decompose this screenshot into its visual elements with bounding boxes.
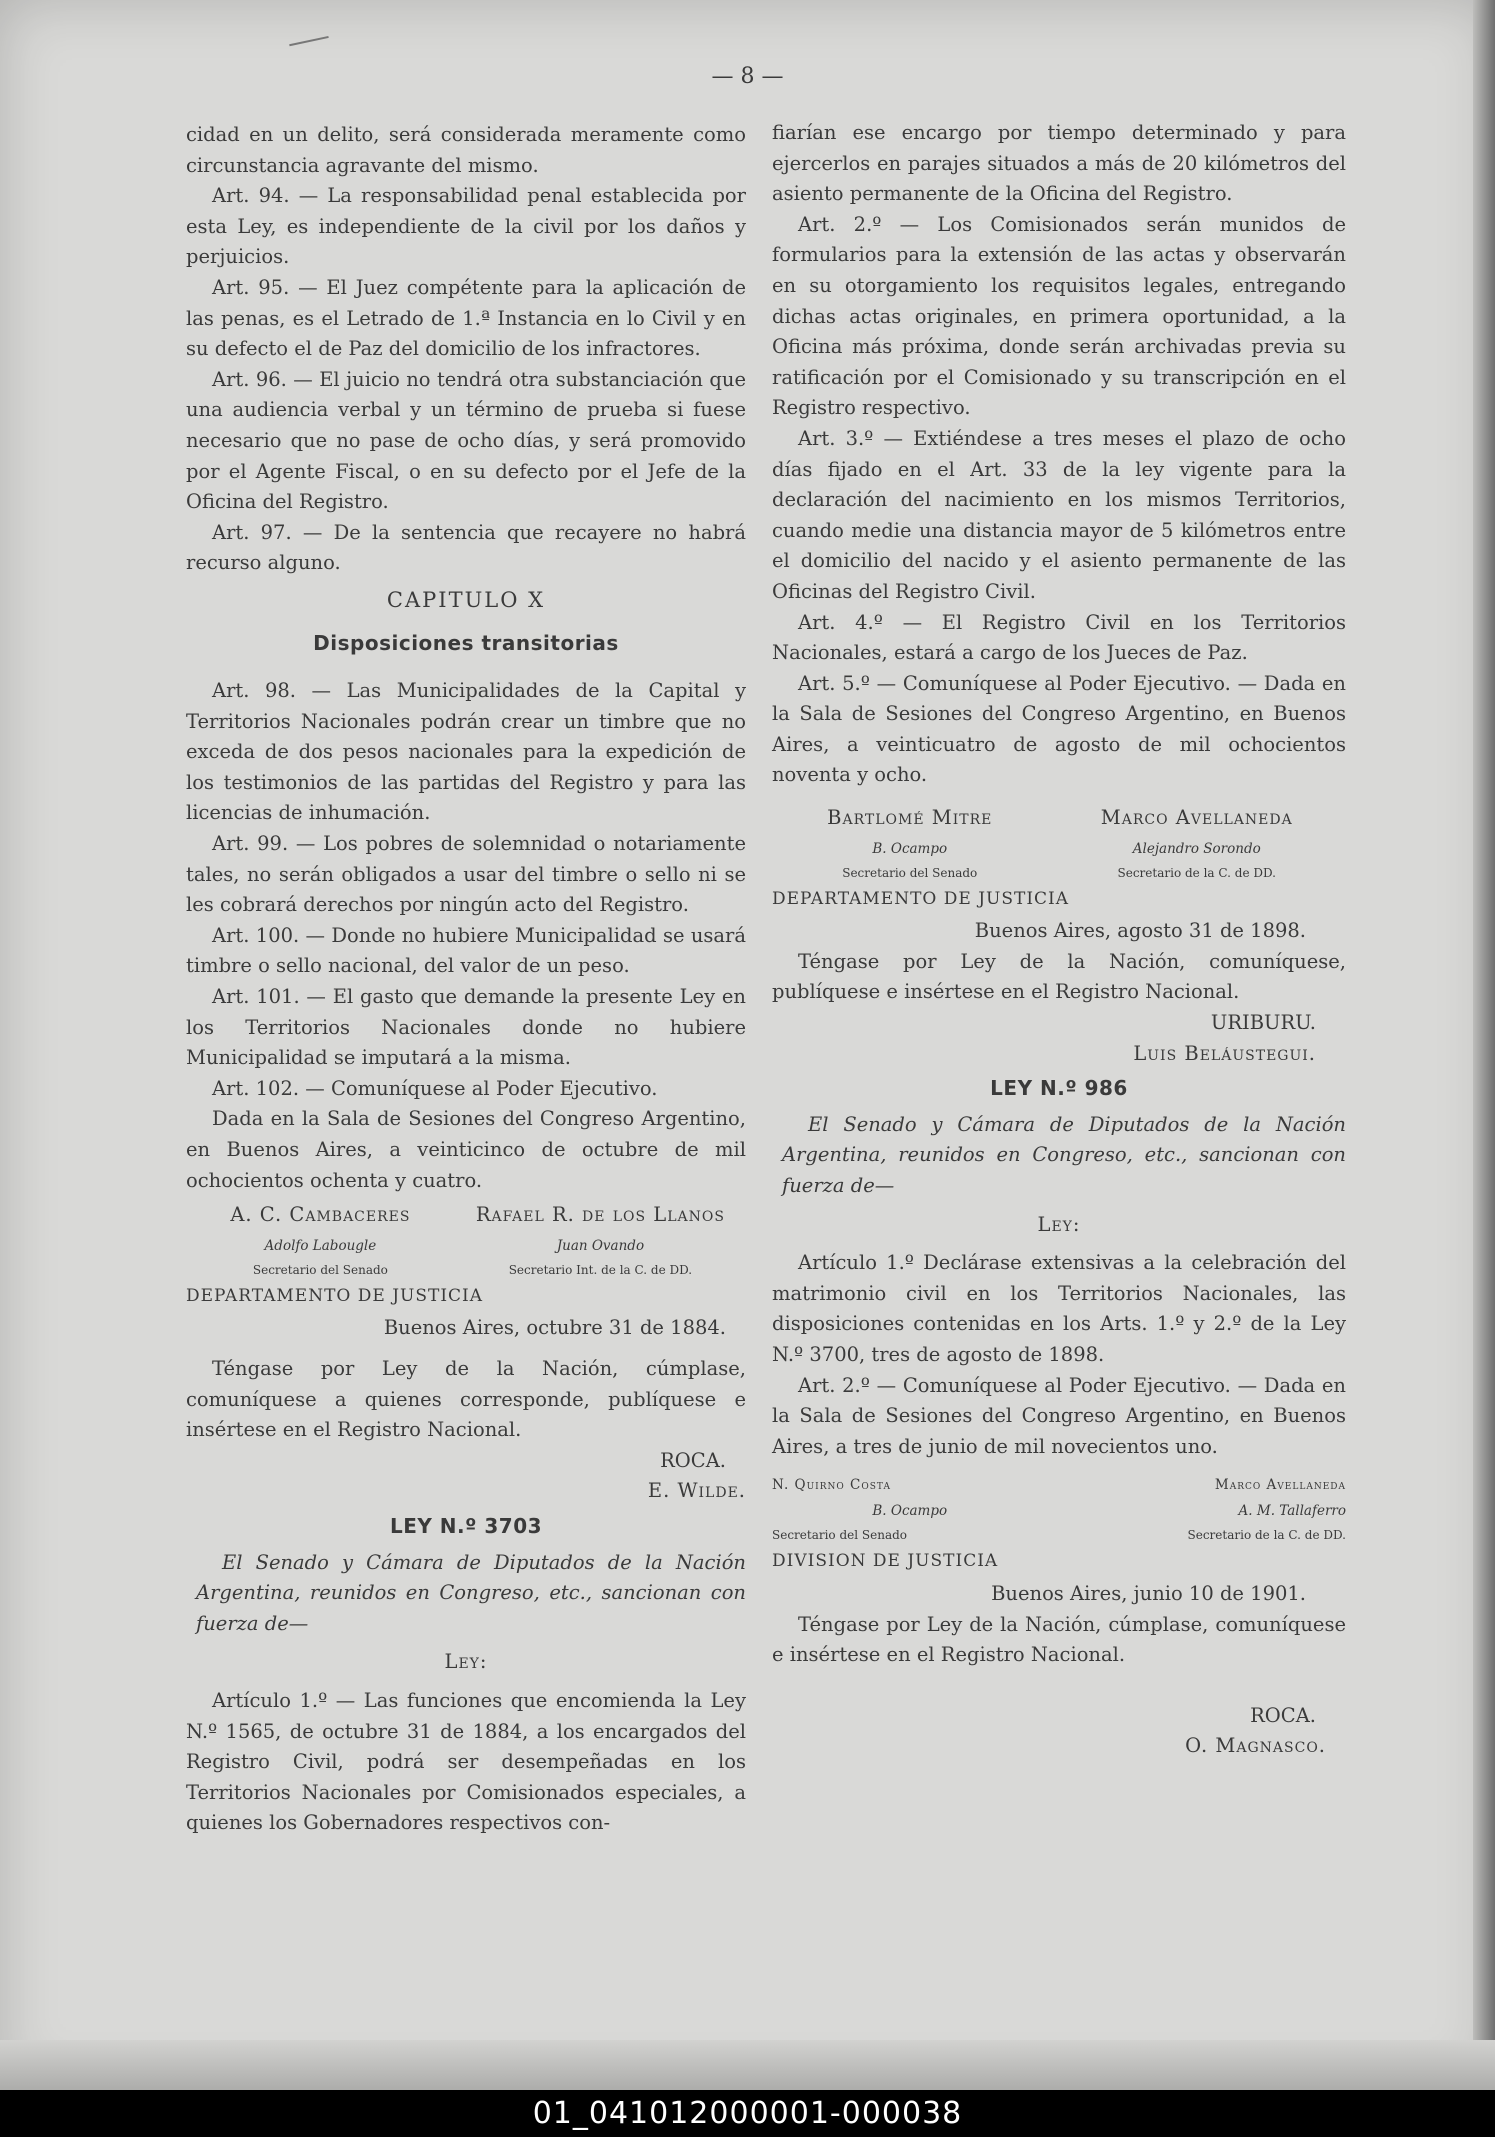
article-96: Art. 96. — El juicio no tendrá otra substanciación que una audiencia verbal y un término de prueba si fuese necesario que no pase de ocho días, y será promovido por el Agente Fiscal, o en su defecto por el Jefe de la Oficina del Registro. <box>186 367 746 514</box>
promulgation-text: Téngase por Ley de la Nación, cúmplase, comuníquese a quienes corresponde, publíquese e insértese en el Registro Nacional. <box>186 1356 746 1442</box>
article-1: Artículo 1.º Declárase extensivas a la celebración del matrimonio civil en los Territorios Nacionales, las disposiciones contenidas en los Arts. 1.º y 2.º de la Ley N.º 3700, tres de agosto de 1898. <box>772 1251 1346 1366</box>
chapter-heading: CAPITULO X <box>386 587 546 612</box>
image-id-label: 01_041012000001-000038 <box>532 2096 963 2131</box>
signature-row <box>772 1526 1346 1544</box>
signature-roca: ROCA. <box>1250 1703 1316 1727</box>
dada-paragraph: Dada en la Sala de Sesiones del Congreso Argentino, en Buenos Aires, a veinticinco de octubre de mil ochocientos ochenta y cuatro. <box>186 1107 746 1192</box>
secretary-name: Juan Ovando <box>556 1237 645 1254</box>
signature-row <box>186 1235 746 1257</box>
promulgation-text: Téngase por Ley de la Nación, cúmplase, comuníquese e insértese en el Registro Nacional. <box>772 1612 1346 1667</box>
date-line: Buenos Aires, agosto 31 de 1898. <box>974 919 1306 943</box>
left-column <box>186 120 746 1839</box>
signature-name: Bartlomé Mitre <box>827 806 993 830</box>
secretary-name: B. Ocampo <box>872 1503 948 1520</box>
secretary-title: Secretario de la C. de DD. <box>1117 865 1276 880</box>
paragraph: cidad en un delito, será considerada meramente como circunstancia agravante del mismo. <box>186 123 746 177</box>
secretary-name: B. Ocampo <box>872 840 948 857</box>
law-title: LEY N.º 986 <box>990 1076 1128 1101</box>
secretary-title: Secretario Int. de la C. de DD. <box>508 1262 693 1277</box>
date-line: Buenos Aires, junio 10 de 1901. <box>991 1581 1306 1605</box>
law-preamble: El Senado y Cámara de Diputados de la Nación Argentina, reunidos en Congreso, etc., sancionan con fuerza de— <box>196 1550 746 1635</box>
signature-roca: ROCA. <box>660 1448 726 1472</box>
secretary-name: A. M. Tallaferro <box>1238 1503 1346 1520</box>
article-2b: Art. 2.º — Comuníquese al Poder Ejecutivo. — Dada en la Sala de Sesiones del Congreso Argentino, en Buenos Aires, a tres de junio de mil novecientos uno. <box>772 1373 1346 1458</box>
signature-wilde: E. Wilde. <box>647 1479 746 1503</box>
signature-row <box>186 1200 746 1231</box>
page-bottom-edge <box>0 2040 1495 2095</box>
article-100: Art. 100. — Donde no hubiere Municipalidad se usará timbre o sello nacional, del valor de un peso. <box>186 923 746 978</box>
page-edge <box>1473 0 1495 2090</box>
signature-row <box>772 1500 1346 1522</box>
secretary-title: Secretario de la C. de DD. <box>1187 1528 1346 1543</box>
page-number: — 8 — <box>711 64 784 89</box>
article-2: Art. 2.º — Los Comisionados serán munidos de formularios para la extensión de las actas y observarán en su otorgamiento los requisitos legales, entregando dichas actas originales, en primera oportunidad, a la Oficina más próxima, donde serán archivadas previa su ratificación por el Comisionado y su transcripción en el Registro respectivo. <box>772 212 1346 420</box>
signature-name: Rafael R. de los Llanos <box>475 1203 725 1227</box>
right-column <box>772 118 1346 1762</box>
law-title: LEY N.º 3703 <box>389 1513 543 1538</box>
secretary-name: Alejandro Sorondo <box>1132 840 1261 857</box>
law-label: Ley: <box>1037 1212 1081 1236</box>
article-102: Art. 102. — Comuníquese al Poder Ejecutivo. <box>212 1076 658 1100</box>
date-line: Buenos Aires, octubre 31 de 1884. <box>383 1316 726 1340</box>
article-4: Art. 4.º — El Registro Civil en los Territorios Nacionales, estará a cargo de los Jueces de Paz. <box>772 610 1346 665</box>
law-preamble: El Senado y Cámara de Diputados de la Nación Argentina, reunidos en Congreso, etc., sancionan con fuerza de— <box>782 1112 1346 1197</box>
signature-name: Marco Avellaneda <box>1100 806 1293 830</box>
signature-row <box>772 1474 1346 1496</box>
signature-row <box>186 1261 746 1279</box>
department-label: DIVISION DE JUSTICIA <box>772 1551 999 1572</box>
chapter-subheading: Disposiciones transitorias <box>313 630 619 655</box>
article-98: Art. 98. — Las Municipalidades de la Capital y Territorios Nacionales podrán crear un timbre que no exceda de dos pesos nacionales para la expedición de los testimonios de las partidas del Registro y para las licencias de inhumación. <box>186 679 746 825</box>
article-97: Art. 97. — De la sentencia que recayere no habrá recurso alguno. <box>186 520 746 575</box>
signature-uriburu: URIBURU. <box>1210 1011 1316 1035</box>
secretary-title: Secretario del Senado <box>772 1528 908 1543</box>
article-1: Artículo 1.º — Las funciones que encomienda la Ley N.º 1565, de octubre 31 de 1884, a los encargados del Registro Civil, podrá ser desempeñadas en los Territorios Nacionales por Comisionados especiales, a quienes los Gobernadores respectivos con- <box>186 1688 746 1835</box>
article-95: Art. 95. — El Juez compétente para la aplicación de las penas, es el Letrado de 1.ª Instancia en lo Civil y en su defecto el de Paz del domicilio de los infractores. <box>186 275 746 361</box>
secretary-name: Adolfo Labougle <box>264 1237 377 1254</box>
signature-row <box>772 803 1346 834</box>
department-label: DEPARTAMENTO DE JUSTICIA <box>772 888 1070 909</box>
signature-row <box>772 864 1346 882</box>
signature-name: Marco Avellaneda <box>1214 1477 1346 1494</box>
secretary-title: Secretario del Senado <box>842 865 978 880</box>
article-3: Art. 3.º — Extiéndese a tres meses el plazo de ocho días fijado en el Art. 33 de la ley vigente para la declaración del nacimiento en los mismos Territorios, cuando medie una distancia mayor de 5 kilómetros entre el domicilio del nacido y el asiento permanente de las Oficinas del Registro Civil. <box>772 426 1346 603</box>
secretary-title: Secretario del Senado <box>252 1262 388 1277</box>
article-101: Art. 101. — El gasto que demande la presente Ley en los Territorios Nacionales donde no hubiere Municipalidad se imputará a la misma. <box>186 985 746 1070</box>
article-94: Art. 94. — La responsabilidad penal establecida por esta Ley, es independiente de la civil por los daños y perjuicios. <box>186 184 746 269</box>
signature-name: N. Quirno Costa <box>772 1477 891 1494</box>
paragraph: fiarían ese encargo por tiempo determinado y para ejercerlos en parajes situados a más de 20 kilómetros del asiento permanente de la Oficina del Registro. <box>772 121 1346 206</box>
signature-name: A. C. Cambaceres <box>230 1203 411 1227</box>
signature-belaustegui: Luis Beláustegui. <box>1133 1041 1316 1065</box>
department-label: DEPARTAMENTO DE JUSTICIA <box>186 1285 484 1306</box>
law-label: Ley: <box>444 1650 488 1674</box>
signature-magnasco: O. Magnasco. <box>1185 1734 1326 1758</box>
signature-row <box>772 838 1346 860</box>
article-5: Art. 5.º — Comuníquese al Poder Ejecutivo. — Dada en la Sala de Sesiones del Congreso Argentino, en Buenos Aires, a veinticuatro de agosto de mil ochocientos noventa y ocho. <box>772 671 1346 787</box>
article-99: Art. 99. — Los pobres de solemnidad o notariamente tales, no serán obligados a usar del timbre o sello ni se les cobrará derechos por ningún acto del Registro. <box>186 832 746 917</box>
promulgation-text: Téngase por Ley de la Nación, comuníquese, publíquese e insértese en el Registro Nacional. <box>772 949 1346 1004</box>
